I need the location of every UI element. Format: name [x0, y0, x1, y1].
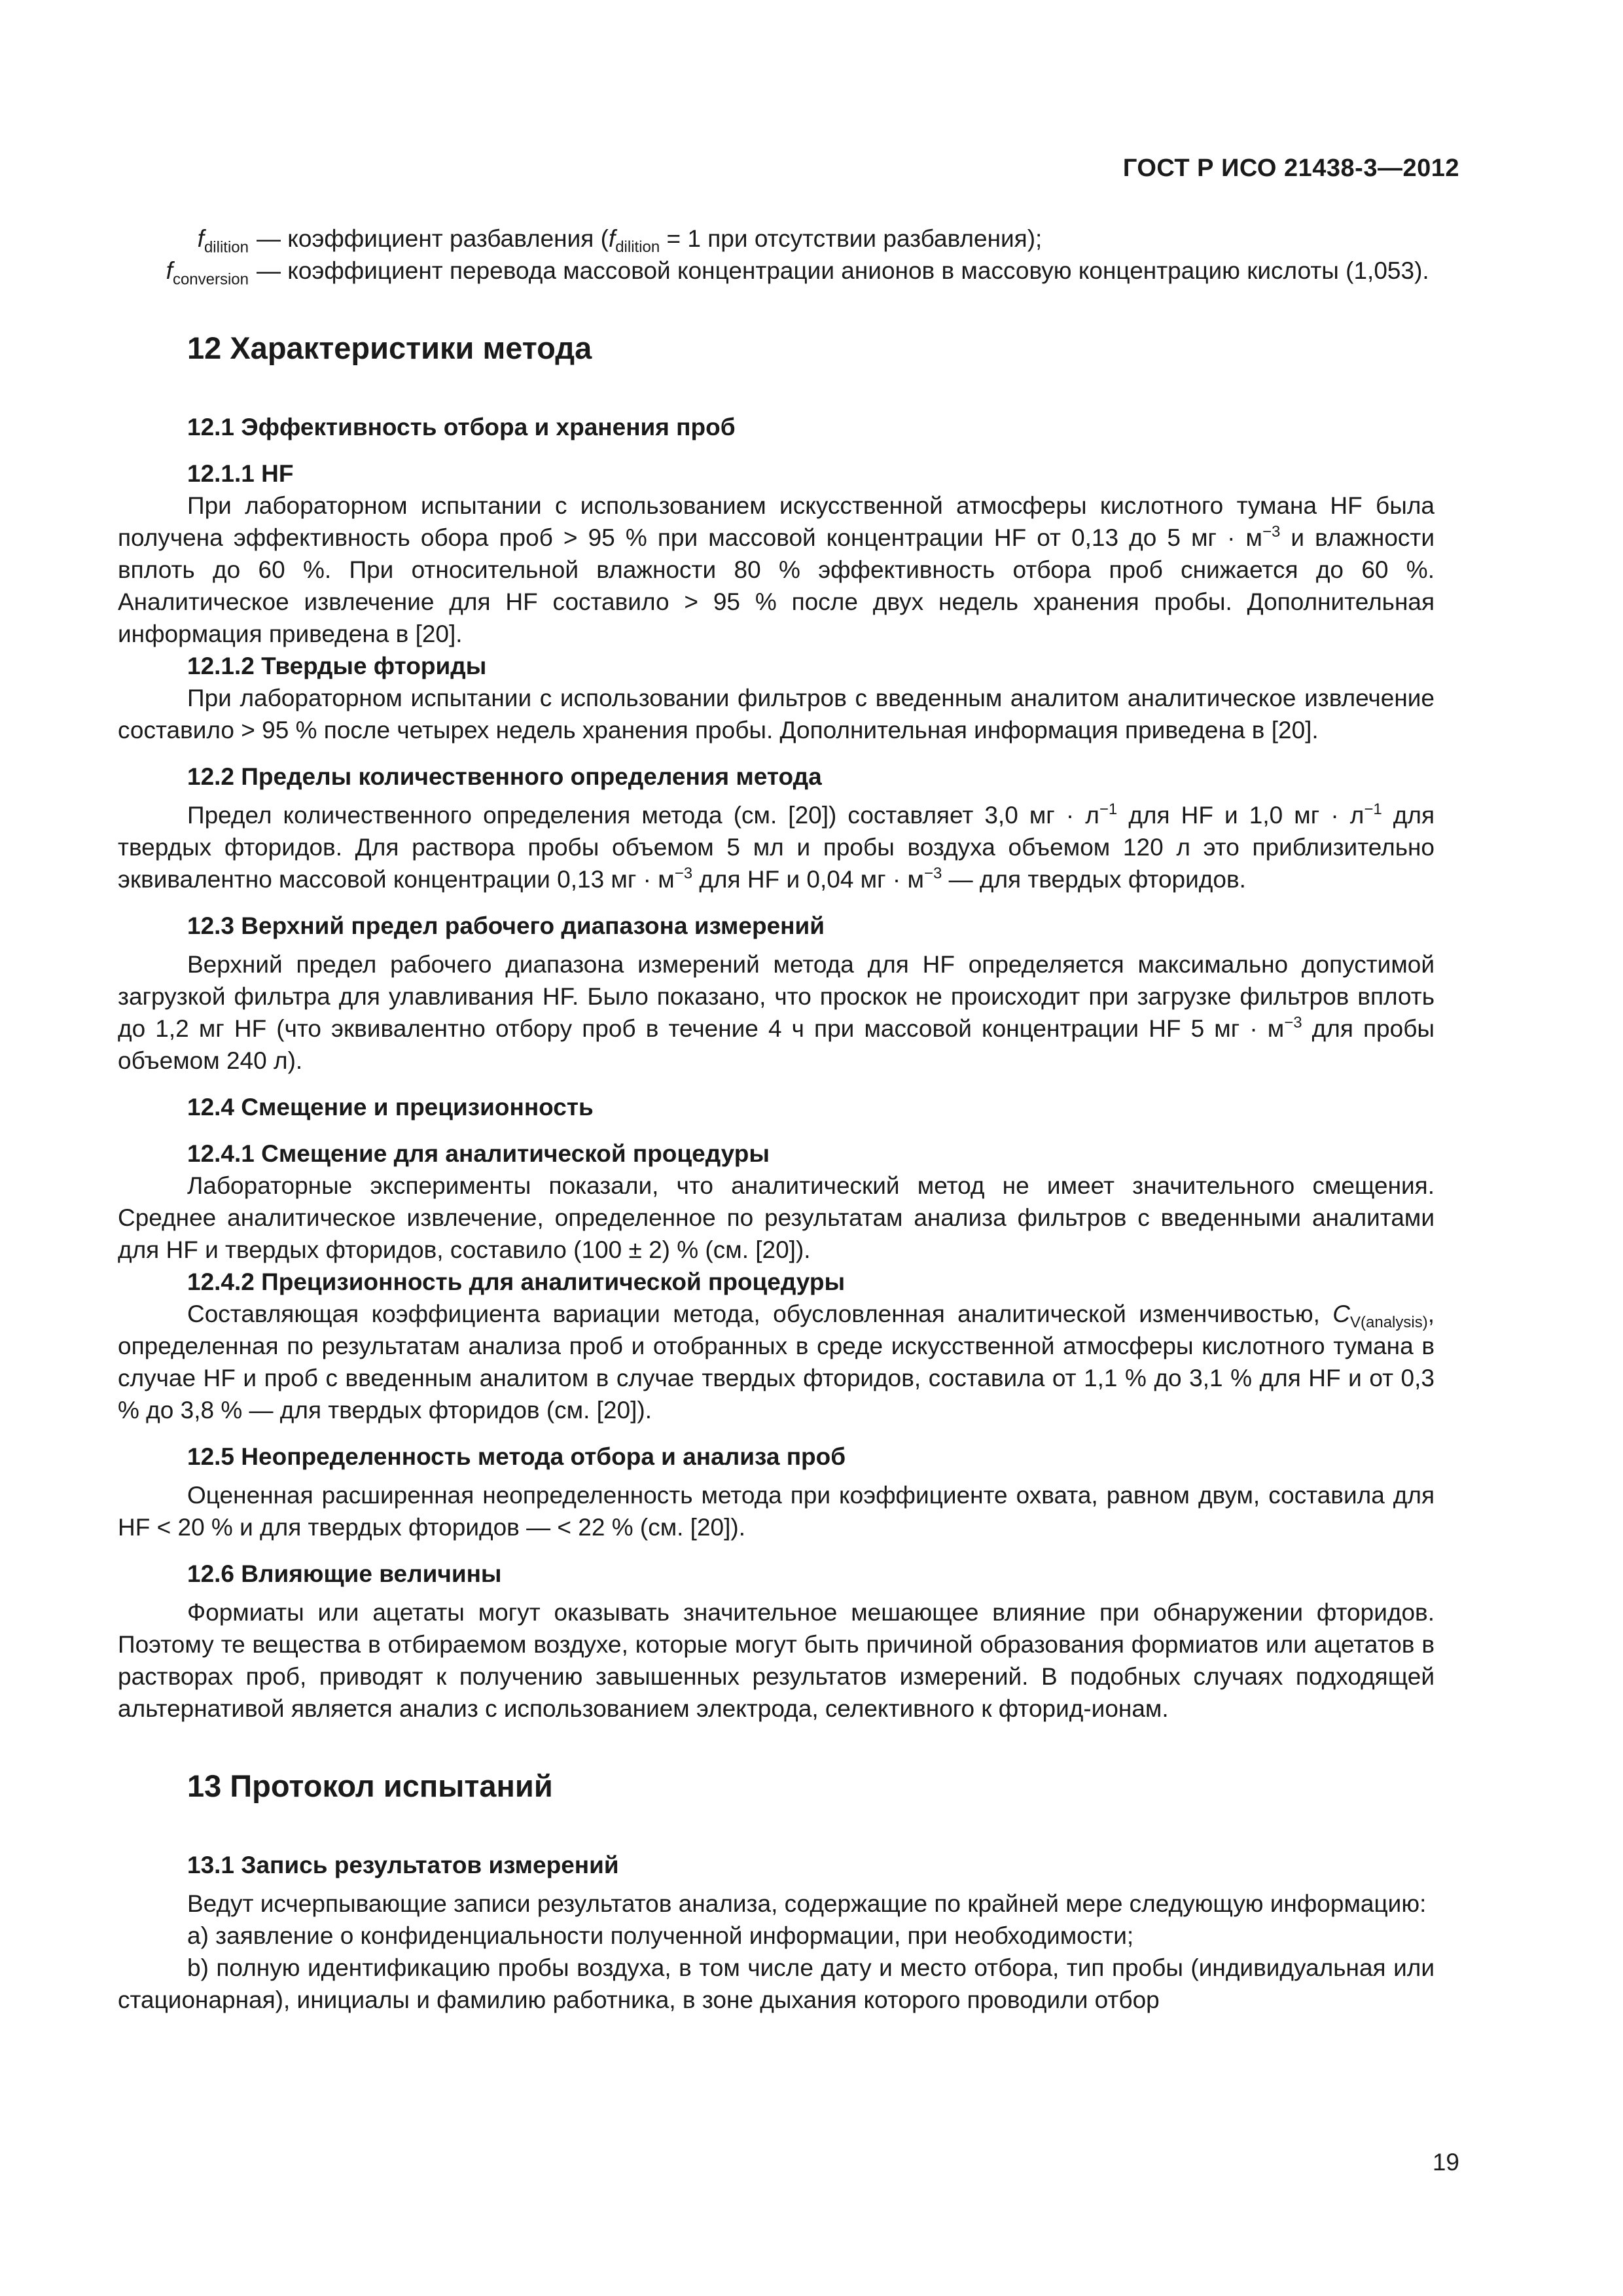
definition-symbol: $f_{dilition}$ [197, 225, 249, 257]
definition-dilution: $f_{dilition}$ — коэффициент разбавления ($f_{dilition} = 1$ при отсутствии разбавления); [118, 223, 1435, 255]
section-12-5-title: 12.5 Неопределенность метода отбора и анализа проб [187, 1443, 846, 1470]
list-item-a: а) заявление о конфиденциальности полученной информации, при необходимости; [187, 1922, 1134, 1949]
section-12-3-text: Верхний предел рабочего диапазона измерений метода для HF определяется максимально допустимой загрузкой фильтра для улавливания HF. Было показано, что проскок не происходит при загрузке фильтров вплоть до 1,2 мг HF (что эквивалентно отбору проб в течение 4 ч при массовой концентрации HF 5 мг · $м^{-3}$ для пробы объемом 240 л). [118, 951, 1435, 1074]
section-12-title: 12 Характеристики метода [187, 331, 592, 365]
section-13-title: 13 Протокол испытаний [187, 1768, 553, 1803]
standard-id-header: ГОСТ Р ИСО 21438-3—2012 [1122, 154, 1459, 182]
section-12-4-title: 12.4 Смещение и прецизионность [187, 1094, 594, 1121]
section-12-2-text: Предел количественного определения метода (см. [20]) составляет 3,0 мг · $л^{-1}$ для HF и 1,0 мг · $л^{-1}$ для твердых фторидов. Для раствора пробы объемом 5 мл и пробы воздуха объемом 120 л это приблизительно эквивалентно массовой концентрации 0,13 мг · $м^{-3}$ для HF и 0,04 мг · $м^{-3}$ — для твердых фторидов. [118, 800, 1435, 893]
section-12-1-2-title: 12.1.2 Твердые фториды [187, 653, 487, 679]
section-12-4-1-title: 12.4.1 Смещение для аналитической процедуры [187, 1140, 770, 1167]
section-12-6-text: Формиаты или ацетаты могут оказывать значительное мешающее влияние при обнаружении фторидов. Поэтому те вещества в отбираемом воздухе, которые могут быть причиной образования формиатов или ацетатов в растворах проб, приводят к получению завышенных результатов измерений. В подобных случаях подходящей альтернативой является анализ с использованием электрода, селективного к фторид-ионам. [118, 1599, 1435, 1722]
section-12-6-title: 12.6 Влияющие величины [187, 1560, 502, 1587]
definition-symbol: $f_{conversion}$ [166, 257, 249, 289]
section-12-5-text: Оцененная расширенная неопределенность метода при коэффициенте охвата, равном двум, составила для HF < 20 % и для твердых фторидов — < 22 % (см. [20]). [118, 1482, 1435, 1541]
section-12-4-2-text: Составляющая коэффициента вариации метода, обусловленная аналитической изменчивостью, $C_{V(analysis)}$, определенная по результатам анализа проб и отобранных в среде искусственной атмосферы кислотного тумана в случае HF и проб с введенным аналитом в случае твердых фторидов, составила от 1,1 % до 3,1 % для HF и от 0,3 % до 3,8 % — для твердых фторидов (см. [20]). [118, 1300, 1435, 1424]
section-12-4-1-text: Лабораторные эксперименты показали, что аналитический метод не имеет значительного смещения. Среднее аналитическое извлечение, определенное по результатам анализа фильтров с введенными аналитами для HF и твердых фторидов, составило (100 ± 2) % (см. [20]). [118, 1172, 1435, 1263]
definition-conversion: $f_{conversion}$ — коэффициент перевода массовой концентрации анионов в массовую концентрацию кислоты (1,053). [118, 255, 1435, 287]
section-12-1-2-text: При лабораторном испытании с использовании фильтров с введенным аналитом аналитическое извлечение составило > 95 % после четырех недель хранения пробы. Дополнительная информация приведена в [20]. [118, 685, 1435, 744]
section-12-3-title: 12.3 Верхний предел рабочего диапазона измерений [187, 912, 825, 939]
page-content [118, 223, 1435, 2016]
page-number: 19 [1432, 2149, 1459, 2176]
section-12-1-1-text: При лабораторном испытании с использованием искусственной атмосферы кислотного тумана HF была получена эффективность обора проб > 95 % при массовой концентрации HF от 0,13 до 5 мг · $м^{-3}$ и влажности вплоть до 60 %. При относительной влажности 80 % эффективность отбора проб снижается до 60 %. Аналитическое извлечение для HF составило > 95 % после двух недель хранения пробы. Дополнительная информация приведена в [20]. [118, 492, 1435, 647]
section-13-1-text: Ведут исчерпывающие записи результатов анализа, содержащие по крайней мере следующую информацию: [187, 1890, 1427, 1917]
section-12-1-1-title: 12.1.1 HF [187, 460, 294, 487]
section-12-2-title: 12.2 Пределы количественного определения метода [187, 763, 822, 790]
section-12-4-2-title: 12.4.2 Прецизионность для аналитической процедуры [187, 1268, 846, 1295]
list-item-b: b) полную идентификацию пробы воздуха, в том числе дату и место отбора, тип пробы (индивидуальная или стационарная), инициалы и фамилию работника, в зоне дыхания которого проводили отбор [118, 1954, 1435, 2013]
section-13-1-title: 13.1 Запись результатов измерений [187, 1852, 619, 1878]
section-12-1-title: 12.1 Эффективность отбора и хранения проб [187, 414, 736, 440]
